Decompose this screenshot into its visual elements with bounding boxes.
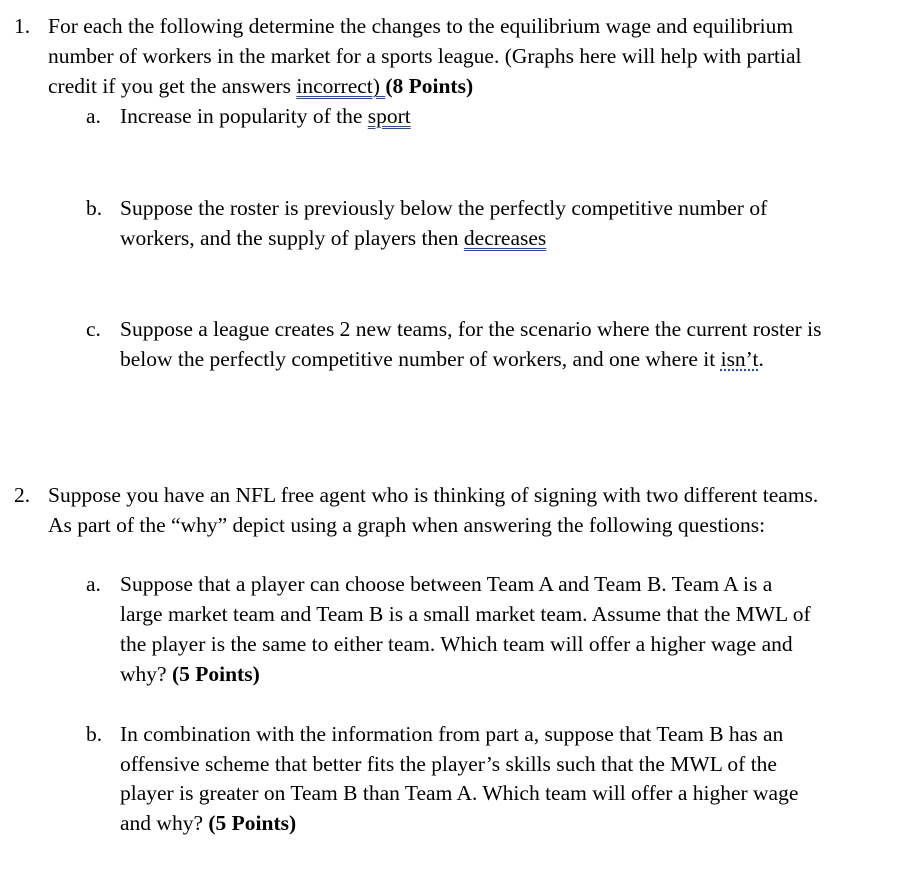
question-1-number: 1. <box>14 14 31 38</box>
question-2b-points: (5 Points) <box>208 811 297 835</box>
question-1-line-3-text: credit if you get the answers <box>48 74 297 98</box>
question-2a-line-4 <box>120 659 260 689</box>
question-1b-line-2-text: workers, and the supply of players then <box>120 226 464 250</box>
question-2b-label: b. <box>86 722 103 746</box>
question-1c-line-2 <box>120 344 764 374</box>
question-1a-label: a. <box>86 104 101 128</box>
question-1c-label: c. <box>86 317 101 341</box>
question-2-line-2: As part of the “why” depict using a graph when answering the following questions: <box>48 513 766 537</box>
grammar-mark-decreases[interactable]: decreases <box>463 226 547 250</box>
question-1c-line-2-text: below the perfectly competitive number of workers, and one where it <box>120 347 721 371</box>
question-1-points: (8 Points) <box>385 74 474 98</box>
question-1b-line-1: Suppose the roster is previously below the perfectly competitive number of <box>120 196 768 220</box>
question-1a-text-main: Increase in popularity of the <box>120 104 368 128</box>
question-1c-line-1: Suppose a league creates 2 new teams, for the scenario where the current roster is <box>120 317 822 341</box>
grammar-mark-isnt[interactable]: isn’t <box>720 347 759 371</box>
question-2b-line-2: offensive scheme that better fits the player’s skills such that the MWL of the <box>120 752 777 776</box>
question-2a-line-4-text: why? <box>120 662 172 686</box>
question-2a-line-3: the player is the same to either team. Which team will offer a higher wage and <box>120 632 793 656</box>
question-1a-text <box>120 101 411 131</box>
grammar-mark-incorrect[interactable]: incorrect) <box>296 74 386 98</box>
grammar-mark-sport[interactable]: sport <box>367 104 411 128</box>
question-2b-line-3: player is greater on Team B than Team A. Which team will offer a higher wage <box>120 781 799 805</box>
question-2a-label: a. <box>86 572 101 596</box>
question-2a-points: (5 Points) <box>171 662 260 686</box>
question-2-number: 2. <box>14 483 31 507</box>
question-2a-line-1: Suppose that a player can choose between Team A and Team B. Team A is a <box>120 572 773 596</box>
question-1b-line-2 <box>120 223 546 253</box>
question-1-line-1: For each the following determine the changes to the equilibrium wage and equilibrium <box>48 14 794 38</box>
question-2b-line-4-text: and why? <box>120 811 209 835</box>
question-1-line-2: number of workers in the market for a sports league. (Graphs here will help with partial <box>48 44 802 68</box>
question-2b-line-1: In combination with the information from part a, suppose that Team B has an <box>120 722 784 746</box>
question-1b-label: b. <box>86 196 103 220</box>
question-1c-line-2-end: . <box>758 347 764 371</box>
question-2b-line-4 <box>120 808 296 838</box>
question-2a-line-2: large market team and Team B is a small market team. Assume that the MWL of <box>120 602 811 626</box>
question-2-line-1: Suppose you have an NFL free agent who is thinking of signing with two different teams. <box>48 483 819 507</box>
question-1-line-3 <box>48 71 473 101</box>
